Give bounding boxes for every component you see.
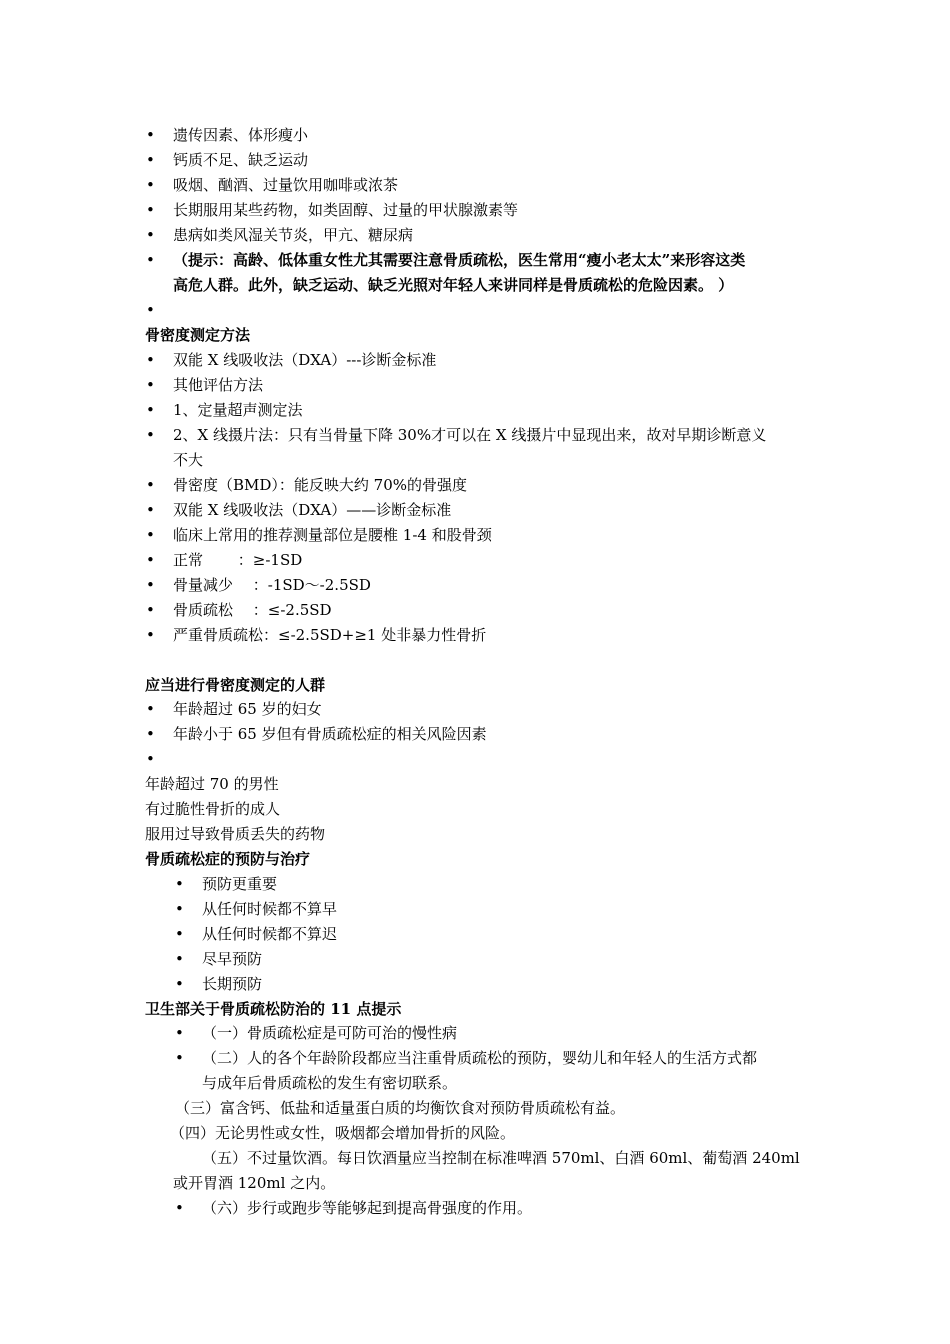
- bullet: •: [146, 626, 155, 644]
- method-item: 1、定量超声测定法: [173, 401, 303, 419]
- bullet: •: [175, 1024, 184, 1042]
- method-item: 正常 ：≥-1SD: [173, 551, 303, 569]
- method-item: 2、X 线摄片法：只有当骨量下降 30%才可以在 X 线摄片中显现出来，故对早期诊断意义: [173, 426, 767, 444]
- method-item: 严重骨质疏松：≤-2.5SD+≥1 处非暴力性骨折: [173, 626, 487, 644]
- method-item: 骨密度（BMD）：能反映大约 70%的骨强度: [173, 476, 468, 494]
- heading-prevention: 骨质疏松症的预防与治疗: [145, 850, 311, 868]
- bullet: •: [146, 700, 155, 718]
- tip-item: （三）富含钙、低盐和适量蛋白质的均衡饮食对预防骨质疏松有益。: [175, 1099, 626, 1117]
- bullet: •: [146, 426, 155, 444]
- method-item: 双能 X 线吸收法（DXA）——诊断金标准: [173, 501, 452, 519]
- population-item: 年龄超过 65 岁的妇女: [173, 700, 322, 718]
- bullet: •: [146, 526, 155, 544]
- heading-tips: 卫生部关于骨质疏松防治的 11 点提示: [145, 1000, 402, 1018]
- tip-item: （四）无论男性或女性，吸烟都会增加骨折的风险。: [170, 1124, 516, 1142]
- bullet-empty: •: [146, 301, 155, 319]
- population-line: 年龄超过 70 的男性: [145, 775, 279, 793]
- risk-factor-item: 患病如类风湿关节炎，甲亢、糖尿病: [173, 226, 414, 244]
- tip-text-line1: （提示：高龄、低体重女性尤其需要注意骨质疏松，医生常用“瘦小老太太”来形容这类: [173, 251, 746, 269]
- risk-factor-item: 长期服用某些药物，如类固醇、过量的甲状腺激素等: [173, 201, 519, 219]
- method-item: 双能 X 线吸收法（DXA）---诊断金标准: [173, 351, 437, 369]
- bullet: •: [146, 176, 155, 194]
- bullet: •: [175, 950, 184, 968]
- risk-factor-item: 钙质不足、缺乏运动: [173, 151, 309, 169]
- bullet: •: [146, 151, 155, 169]
- bullet: •: [175, 975, 184, 993]
- population-line: 有过脆性骨折的成人: [145, 800, 281, 818]
- bullet: •: [175, 925, 184, 943]
- bullet: •: [146, 226, 155, 244]
- bullet: •: [146, 551, 155, 569]
- tip-item: （五）不过量饮酒。每日饮酒量应当控制在标准啤酒 570ml、白酒 60ml、葡萄酒 240ml: [202, 1149, 800, 1167]
- bullet: •: [146, 351, 155, 369]
- bullet: •: [175, 875, 184, 893]
- risk-factor-item: 吸烟、酗酒、过量饮用咖啡或浓茶: [173, 176, 399, 194]
- prevention-item: 预防更重要: [202, 875, 278, 893]
- tip-item: （一）骨质疏松症是可防可治的慢性病: [202, 1024, 458, 1042]
- bullet: •: [146, 376, 155, 394]
- prevention-item: 从任何时候都不算迟: [202, 925, 338, 943]
- method-item: 骨质疏松 ：≤-2.5SD: [173, 601, 332, 619]
- bullet: •: [146, 251, 155, 269]
- population-line: 服用过导致骨质丢失的药物: [145, 825, 326, 843]
- risk-factor-item: 遗传因素、体形瘦小: [173, 126, 309, 144]
- prevention-item: 长期预防: [202, 975, 263, 993]
- tip-item-continued: 或开胃酒 120ml 之内。: [173, 1174, 336, 1192]
- method-item: 临床上常用的推荐测量部位是腰椎 1-4 和股骨颈: [173, 526, 492, 544]
- heading-methods: 骨密度测定方法: [145, 326, 251, 344]
- bullet: •: [146, 601, 155, 619]
- tip-item: （六）步行或跑步等能够起到提高骨强度的作用。: [202, 1199, 533, 1217]
- tip-item: （二）人的各个年龄阶段都应当注重骨质疏松的预防，婴幼儿和年轻人的生活方式都: [202, 1049, 758, 1067]
- bullet: •: [146, 476, 155, 494]
- prevention-item: 尽早预防: [202, 950, 263, 968]
- tip-item-continued: 与成年后骨质疏松的发生有密切联系。: [202, 1074, 458, 1092]
- method-item-continued: 不大: [173, 451, 204, 469]
- bullet: •: [146, 201, 155, 219]
- bullet: •: [175, 1049, 184, 1067]
- method-item: 其他评估方法: [173, 376, 264, 394]
- bullet: •: [146, 126, 155, 144]
- bullet: •: [146, 725, 155, 743]
- tip-text-line2: 高危人群。此外，缺乏运动、缺乏光照对年轻人来讲同样是骨质疏松的危险因素。 ）: [173, 276, 734, 294]
- population-item: 年龄小于 65 岁但有骨质疏松症的相关风险因素: [173, 725, 487, 743]
- bullet: •: [146, 576, 155, 594]
- bullet-empty: •: [146, 750, 155, 768]
- bullet: •: [175, 900, 184, 918]
- bullet: •: [175, 1199, 184, 1217]
- heading-population: 应当进行骨密度测定的人群: [145, 676, 326, 694]
- prevention-item: 从任何时候都不算早: [202, 900, 338, 918]
- bullet: •: [146, 501, 155, 519]
- method-item: 骨量减少 ：-1SD～-2.5SD: [173, 576, 371, 594]
- bullet: •: [146, 401, 155, 419]
